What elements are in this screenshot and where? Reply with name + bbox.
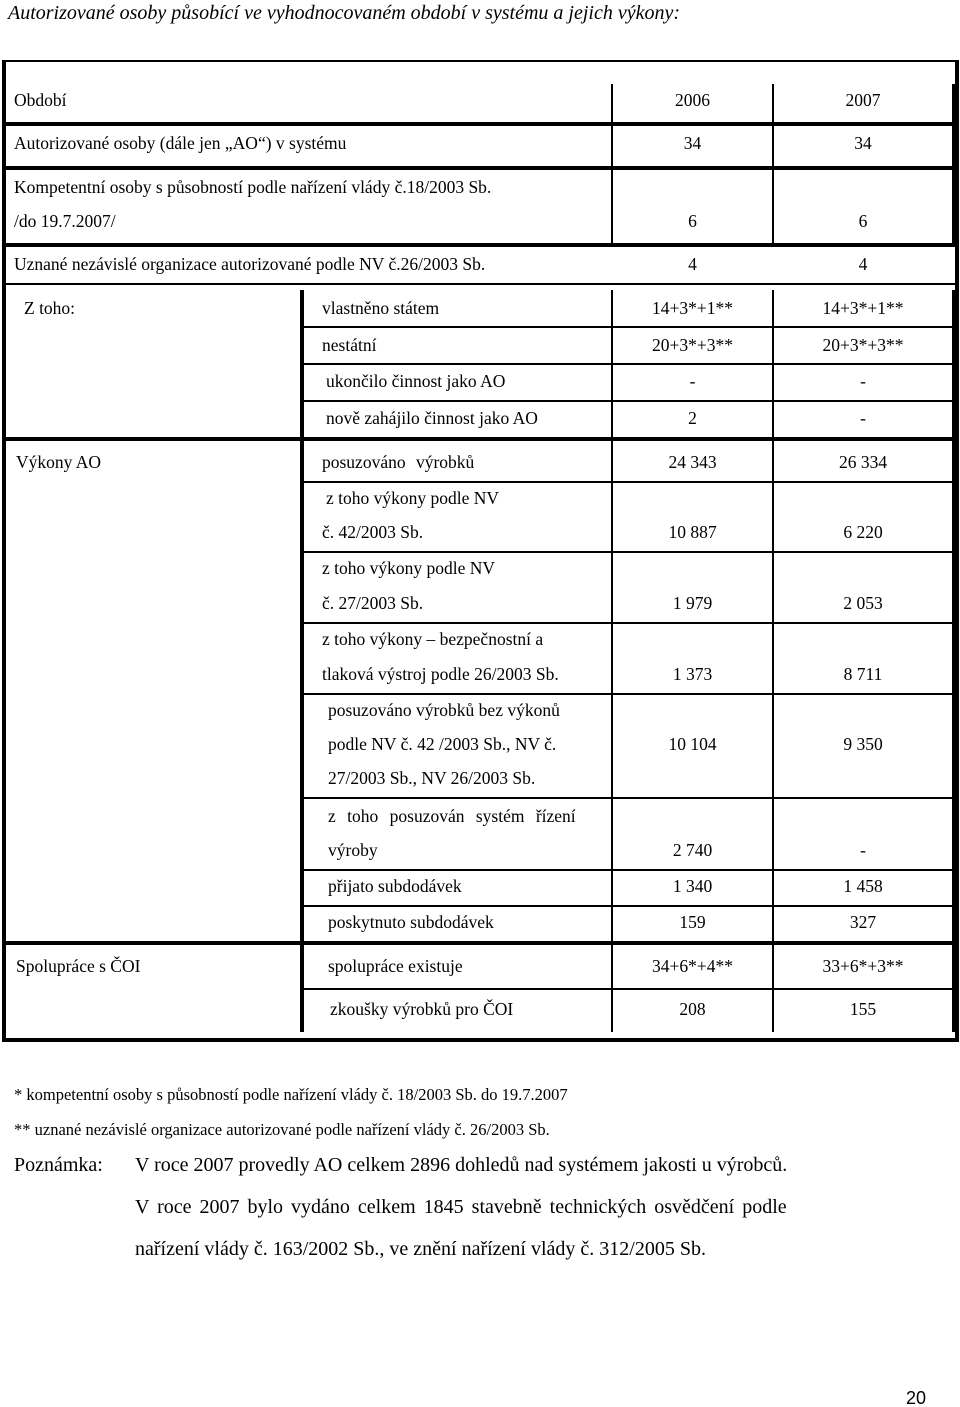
table-divider: [6, 941, 956, 945]
value-2007: 26 334: [838, 452, 888, 472]
remark-text: V roce 2007 bylo vydáno celkem 1845 stavebně technických osvědčení podle: [135, 1196, 787, 1218]
value-2007: 4: [858, 254, 868, 274]
row-label: tlaková výstroj podle 26/2003 Sb.: [322, 664, 559, 684]
value-2006: 1 373: [672, 664, 713, 684]
period-label: Období: [14, 90, 67, 110]
footnote: ** uznané nezávislé organizace autorizované podle nařízení vlády č. 26/2003 Sb.: [14, 1120, 550, 1139]
table-divider: [6, 166, 956, 170]
row-label: výroby: [328, 840, 378, 860]
value-2007: 8 711: [843, 664, 883, 684]
value-2006: 2: [688, 408, 697, 428]
table-divider: [6, 243, 956, 247]
group-label: Z toho:: [24, 298, 76, 318]
table-divider: [304, 622, 952, 624]
value-2006: 159: [679, 912, 706, 932]
row-label: Uznané nezávislé organizace autorizované podle NV č.26/2003 Sb.: [14, 254, 486, 274]
value-2007: 20+3*+3**: [822, 335, 904, 355]
period-2007: 2007: [845, 90, 881, 110]
row-label: z toho výkony podle NV: [322, 558, 496, 578]
value-2006: 14+3*+1**: [652, 298, 733, 318]
row-label: z toho výkony podle NV: [326, 488, 500, 508]
row-label: zkoušky výrobků pro ČOI: [330, 999, 514, 1019]
value-2006: 208: [679, 999, 706, 1019]
row-label: poskytnuto subdodávek: [328, 912, 494, 932]
value-2006: 1 340: [672, 876, 713, 896]
table-divider: [304, 905, 952, 907]
row-label: č. 27/2003 Sb.: [322, 593, 424, 613]
row-label: podle NV č. 42 /2003 Sb., NV č.: [328, 734, 557, 754]
row-label: z toho výkony – bezpečnostní a: [322, 629, 544, 649]
table-divider: [304, 797, 952, 799]
value-2007: 33+6*+3**: [822, 956, 904, 976]
value-2007: 155: [849, 999, 877, 1019]
table-divider: [304, 869, 952, 871]
value-2006: 10 104: [668, 734, 717, 754]
row-label: /do 19.7.2007/: [14, 211, 116, 231]
row-label: nestátní: [322, 335, 377, 355]
value-2006: 24 343: [668, 452, 717, 472]
row-label: vlastněno státem: [322, 298, 440, 318]
row-label: nově zahájilo činnost jako AO: [326, 408, 538, 428]
row-label: Kompetentní osoby s působností podle nařízení vlády č.18/2003 Sb.: [14, 177, 492, 197]
value-2006: 20+3*+3**: [652, 335, 733, 355]
row-label: z toho posuzován systém řízení: [328, 806, 576, 826]
footnote: * kompetentní osoby s působností podle nařízení vlády č. 18/2003 Sb. do 19.7.2007: [14, 1085, 568, 1104]
value-2007: 6: [858, 211, 868, 231]
table-divider: [304, 326, 952, 328]
table-divider: [304, 693, 952, 695]
value-2006: -: [689, 371, 696, 391]
table-divider: [952, 290, 956, 1032]
table-divider: [6, 122, 956, 126]
value-2006: 34: [683, 133, 702, 153]
value-2007: 9 350: [843, 734, 883, 754]
value-2007: 2 053: [843, 593, 883, 613]
value-2007: 327: [849, 912, 877, 932]
value-2007: 1 458: [843, 876, 883, 896]
table-divider: [304, 400, 952, 402]
value-2006: 10 887: [668, 522, 717, 542]
value-2007: -: [860, 408, 866, 428]
table-divider: [304, 481, 952, 483]
value-2007: -: [860, 840, 866, 860]
row-label: přijato subdodávek: [328, 876, 462, 896]
table-divider: [304, 551, 952, 553]
value-2006: 4: [688, 254, 697, 274]
group-label: Výkony AO: [16, 452, 102, 472]
table-divider: [304, 363, 952, 365]
group-label: Spolupráce s ČOI: [16, 956, 141, 976]
row-label: 27/2003 Sb., NV 26/2003 Sb.: [328, 768, 536, 788]
row-label: posuzováno výrobků: [322, 452, 475, 472]
value-2007: 34: [854, 133, 872, 153]
table-divider: [6, 283, 956, 285]
value-2007: 6 220: [843, 522, 883, 542]
value-2007: 14+3*+1**: [822, 298, 904, 318]
period-2006: 2006: [675, 90, 710, 110]
table-divider: [304, 988, 952, 990]
row-label: č. 42/2003 Sb.: [322, 522, 424, 542]
row-label: spolupráce existuje: [328, 956, 463, 976]
remark-text: nařízení vlády č. 163/2002 Sb., ve znění nařízení vlády č. 312/2005 Sb.: [135, 1238, 706, 1260]
page-number: 20: [905, 1388, 926, 1407]
table-divider: [952, 84, 956, 247]
page-heading: Autorizované osoby působící ve vyhodnocovaném období v systému a jejich výkony:: [8, 2, 681, 24]
table-divider: [6, 437, 956, 441]
value-2006: 1 979: [672, 593, 713, 613]
remark-label: Poznámka:: [14, 1154, 103, 1176]
remark-text: V roce 2007 provedly AO celkem 2896 dohledů nad systémem jakosti u výrobců.: [135, 1154, 788, 1176]
value-2006: 34+6*+4**: [652, 956, 733, 976]
row-label: ukončilo činnost jako AO: [326, 371, 506, 391]
row-label: Autorizované osoby (dále jen „AO“) v systému: [14, 133, 347, 153]
value-2006: 2 740: [672, 840, 713, 860]
row-label: posuzováno výrobků bez výkonů: [328, 700, 560, 720]
value-2006: 6: [688, 211, 697, 231]
value-2007: -: [860, 371, 866, 391]
